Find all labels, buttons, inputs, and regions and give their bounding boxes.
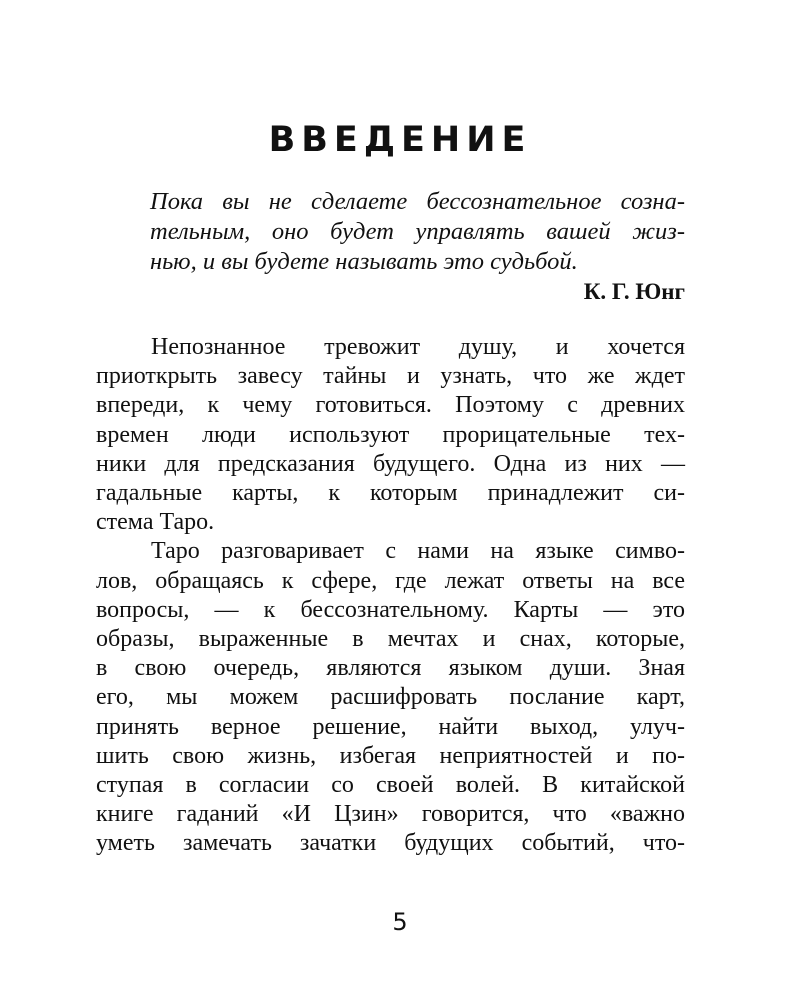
paragraph-line: приоткрыть завесу тайны и узнать, что же ждет xyxy=(96,363,685,390)
epigraph-line: Пока вы не сделаете бессознательное созна- xyxy=(150,188,685,215)
epigraph-author: К. Г. Юнг xyxy=(583,279,685,304)
paragraph-line: его, мы можем расшифровать послание карт, xyxy=(96,684,685,711)
paragraph-line: лов, обращаясь к сфере, где лежат ответы на все xyxy=(96,567,685,594)
paragraph-line: впереди, к чему готовиться. Поэтому с древних xyxy=(96,392,685,419)
paragraph-line: вопросы, — к бессознательному. Карты — это xyxy=(96,596,685,623)
paragraph-line: в свою очередь, являются языком души. Зная xyxy=(96,655,685,682)
paragraph-line: уметь замечать зачатки будущих событий, что- xyxy=(96,830,685,857)
paragraph-line: ники для предсказания будущего. Одна из них — xyxy=(96,450,685,477)
epigraph-line: тельным, оно будет управлять вашей жиз- xyxy=(150,218,685,245)
paragraph-line: стема Таро. xyxy=(96,509,215,536)
paragraph-line: времен люди используют прорицательные тех- xyxy=(96,421,685,448)
paragraph-line: Таро разговаривает с нами на языке симво- xyxy=(151,538,685,565)
page-number: 5 xyxy=(392,908,408,936)
page-title: ВВЕДЕНИЕ xyxy=(268,120,532,160)
paragraph-line: шить свою жизнь, избегая неприятностей и по- xyxy=(96,742,685,769)
paragraph-line: Непознанное тревожит душу, и хочется xyxy=(151,334,685,360)
paragraph-line: образы, выраженные в мечтах и снах, которые, xyxy=(96,626,685,653)
paragraph-line: ступая в согласии со своей волей. В китайской xyxy=(96,772,685,799)
body-text xyxy=(96,333,685,859)
paragraph-line: принять верное решение, найти выход, улуч- xyxy=(96,713,685,740)
paragraph-line: книге гаданий «И Цзин» говорится, что «важно xyxy=(96,801,685,828)
epigraph xyxy=(150,187,685,277)
paragraph-line: гадальные карты, к которым принадлежит си- xyxy=(96,480,685,507)
epigraph-line: нью, и вы будете называть это судьбой. xyxy=(150,248,578,275)
